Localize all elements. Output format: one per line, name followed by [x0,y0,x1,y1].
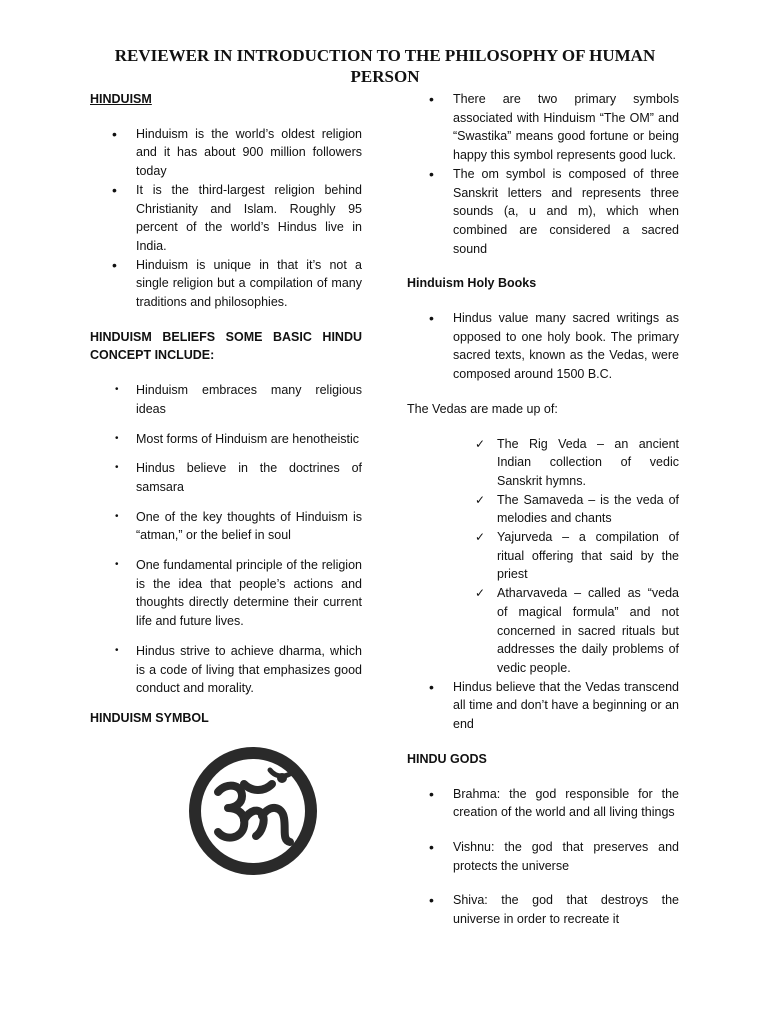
list-item: • Hinduism is the world’s oldest religion and it has about 900 million followers today [90,125,362,181]
holy-books-heading: Hinduism Holy Books [407,276,537,291]
gods-heading: HINDU GODS [407,751,487,766]
list-item: ✓ Yajurveda – a compilation of ritual offering that said by the priest [407,528,679,584]
beliefs-list [90,381,362,698]
list-item: • Hindus strive to achieve dharma, which is a code of living that emphasizes good conduct and morality. [90,642,362,698]
document-title: REVIEWER IN INTRODUCTION TO THE PHILOSOPHY OF HUMAN PERSON [114,46,656,86]
gods-list [407,785,679,929]
right-column [407,90,679,929]
list-item: • One of the key thoughts of Hinduism is “atman,” or the belief in soul [90,508,362,545]
list-item: • It is the third-largest religion behind Christianity and Islam. Roughly 95 percent of the world’s Hindus live in India. [90,181,362,256]
list-item: • Hindus believe in the doctrines of samsara [90,459,362,496]
list-item: • One fundamental principle of the religion is the idea that people’s actions and thoughts directly determine their current life and future lives. [90,556,362,631]
symbol-list [407,90,679,258]
left-column [90,90,362,878]
vedas-list [407,435,679,678]
om-symbol-icon [186,744,320,878]
hinduism-list [90,125,362,312]
vedas-after-list [407,678,679,734]
list-item: • Hinduism embraces many religious ideas [90,381,362,418]
list-item: ✓ The Rig Veda – an ancient Indian collection of vedic Sanskrit hymns. [407,435,679,491]
list-item: • Hindus believe that the Vedas transcend all time and don’t have a beginning or an end [407,678,679,734]
list-item: • Hinduism is unique in that it’s not a single religion but a compilation of many traditions and philosophies. [90,256,362,312]
vedas-heading: The Vedas are made up of: [407,401,558,416]
list-item: • Vishnu: the god that preserves and protects the universe [407,838,679,875]
list-item: ✓ The Samaveda – is the veda of melodies and chants [407,491,679,528]
list-item: ✓ Atharvaveda – called as “veda of magical formula” and not concerned in sacred rituals but addresses the daily problems of vedic people. [407,584,679,678]
om-symbol-svg [186,744,320,878]
holy-books-list [407,309,679,384]
beliefs-heading: HINDUISM BELIEFS SOME BASIC HINDU CONCEPT INCLUDE: [90,329,362,363]
symbol-heading: HINDUISM SYMBOL [90,710,209,725]
list-item: • Shiva: the god that destroys the universe in order to recreate it [407,891,679,928]
list-item: • There are two primary symbols associated with Hinduism “The OM” and “Swastika” means good fortune or being happy this symbol represents good luck. [407,90,679,165]
list-item: • Most forms of Hinduism are henotheistic [90,430,362,449]
list-item: • The om symbol is composed of three Sanskrit letters and represents three sounds (a, u and m), which when combined are considered a sacred sound [407,165,679,259]
hinduism-heading: HINDUISM [90,92,152,106]
list-item: • Brahma: the god responsible for the creation of the world and all living things [407,785,679,822]
list-item: • Hindus value many sacred writings as opposed to one holy book. The primary sacred texts, known as the Vedas, were composed around 1500 B.C. [407,309,679,384]
